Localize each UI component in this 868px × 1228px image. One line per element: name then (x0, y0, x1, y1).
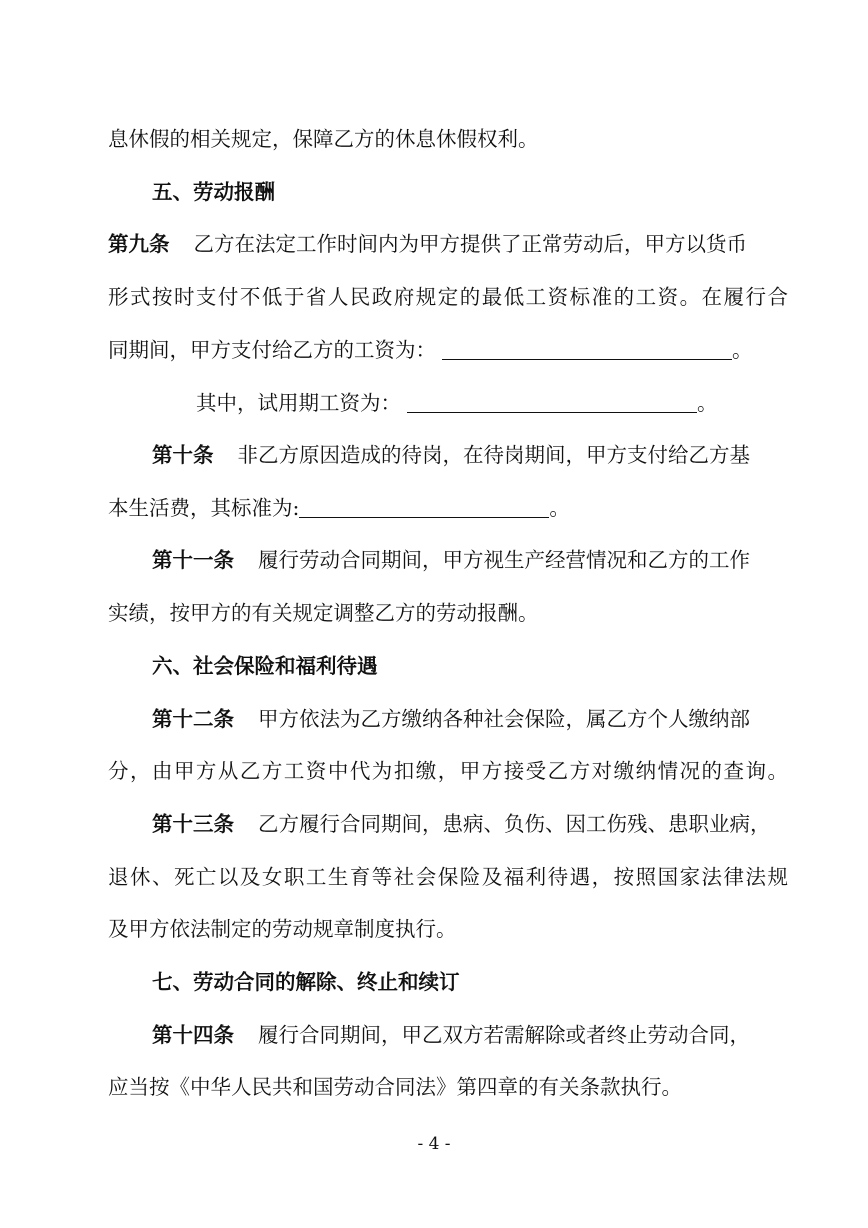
article-9-line-2 (108, 283, 788, 311)
article-11-line-1 (152, 546, 788, 574)
salary-blank-field[interactable] (442, 339, 732, 360)
text: 实绩，按甲方的有关规定调整乙方的劳动报酬。 (108, 601, 539, 625)
section-heading-5 (152, 178, 788, 206)
article-title: 第十一条 (152, 548, 234, 572)
text: 形式按时支付不低于省人民政府规定的最低工资标准的工资。在履行合 (108, 285, 788, 309)
article-10-line-1 (152, 441, 788, 469)
heading-text: 五、劳动报酬 (152, 180, 275, 204)
article-12-line-1 (152, 705, 788, 733)
text: 其中，试用期工资为： (196, 391, 401, 415)
article-12-line-2 (108, 757, 788, 785)
article-title: 第十二条 (152, 707, 234, 731)
article-13-line-1 (152, 810, 788, 838)
article-9-line-1 (108, 230, 788, 258)
article-title: 第十四条 (152, 1023, 234, 1047)
section-heading-7 (152, 968, 788, 996)
text: 。 (549, 496, 570, 520)
text: 。 (732, 338, 753, 362)
heading-text: 七、劳动合同的解除、终止和续订 (152, 970, 460, 994)
text: 应当按《中华人民共和国劳动合同法》第四章的有关条款执行。 (108, 1075, 682, 1099)
text: 履行合同期间，甲乙双方若需解除或者终止劳动合同， (258, 1023, 750, 1047)
text: 履行劳动合同期间，甲方视生产经营情况和乙方的工作 (258, 548, 750, 572)
probation-salary-blank-field[interactable] (407, 392, 697, 413)
text: 退休、死亡以及女职工生育等社会保险及福利待遇，按照国家法律法规 (108, 865, 788, 889)
paragraph-line (108, 125, 788, 153)
text: 非乙方原因造成的待岗，在待岗期间，甲方支付给乙方基 (237, 443, 750, 467)
text: 乙方在法定工作时间内为甲方提供了正常劳动后，甲方以货币 (193, 232, 747, 256)
text: 分，由甲方从乙方工资中代为扣缴，甲方接受乙方对缴纳情况的查询。 (108, 759, 788, 783)
article-title: 第十条 (152, 443, 214, 467)
text: 本生活费，其标准为: (108, 496, 300, 520)
article-title: 第十三条 (152, 812, 234, 836)
article-9-line-4 (196, 389, 868, 417)
article-title: 第九条 (108, 232, 170, 256)
text: 及甲方依法制定的劳动规章制度执行。 (108, 917, 457, 941)
section-heading-6 (152, 652, 788, 680)
text: 甲方依法为乙方缴纳各种社会保险，属乙方个人缴纳部 (258, 707, 750, 731)
article-14-line-1 (152, 1021, 788, 1049)
article-10-line-2 (108, 494, 788, 522)
article-13-line-2 (108, 863, 788, 891)
article-11-line-2 (108, 599, 788, 627)
text: 同期间，甲方支付给乙方的工资为： (108, 338, 436, 362)
article-14-line-2 (108, 1073, 788, 1101)
page-number: - 4 - (417, 1134, 451, 1154)
text: 乙方履行合同期间，患病、负伤、因工伤残、患职业病， (258, 812, 771, 836)
text: 。 (697, 391, 718, 415)
article-13-line-3 (108, 915, 788, 943)
heading-text: 六、社会保险和福利待遇 (152, 654, 378, 678)
article-9-line-3 (108, 336, 788, 364)
living-allowance-blank-field[interactable] (299, 497, 549, 518)
text: 息休假的相关规定，保障乙方的休息休假权利。 (108, 127, 539, 151)
